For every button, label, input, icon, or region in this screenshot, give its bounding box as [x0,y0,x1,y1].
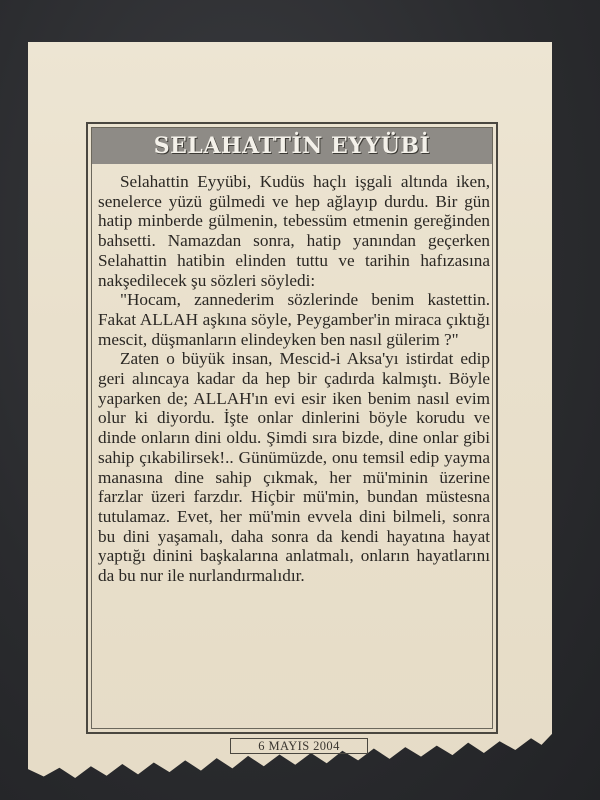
article-frame [86,122,498,734]
article-paragraph-conclusion: Zaten o büyük insan, Mescid-i Aksa'yı istirdat edip geri alıncaya kadar da hep bir çadırda kalmıştı. Böyle yaparken de; ALLAH'ın evi esir iken benim nasıl evim olur ki diyordu. İşte onlar dinlerini böyle korudu ve dinde onların dini oldu. Şimdi sıra bizde, dine onlar gibi sahip çıkabilirsek!.. Günümüzde, onu temsil edip yayma manasına dine sahip çıkmak, her mü'minin üzerine farzlar üzeri farzdır. Hiçbir mü'min, bundan müstesna tutulamaz. Evet, her mü'min evvela dini bilmeli, sonra bu dini yaşamalı, daha sonra da kendi hayatına hayat yaptığı dinini başkalarına anlatmalı, onların hayatlarını da bu nur ile nurlandırmalıdır. [98,349,490,586]
date-stamp [230,738,368,754]
article-title: SELAHATTİN EYYÜBİ [153,133,431,159]
date-text: 6 MAYIS 2004 [258,738,340,753]
article-body [98,172,490,586]
article-paragraph-intro: Selahattin Eyyübi, Kudüs haçlı işgali altında iken, senelerce yüzü gülmedi ve hep ağlayıp durdu. Bir gün hatip minberde gülmenin, tebessüm etmenin gereğinden bahsetti. Namazdan sonra, hatip yanından geçerken Selahattin hatibin elinden tuttu ve tarihin hafızasına nakşedilecek şu sözleri söyledi: [98,172,490,290]
article-title-bar [92,128,492,164]
article-paragraph-quote: "Hocam, zannederim sözlerinde benim kastettin. Fakat ALLAH aşkına söyle, Peygamber'in miraca çıktığı mescit, düşmanların elindeyken ben nasıl gülerim ?" [98,290,490,349]
